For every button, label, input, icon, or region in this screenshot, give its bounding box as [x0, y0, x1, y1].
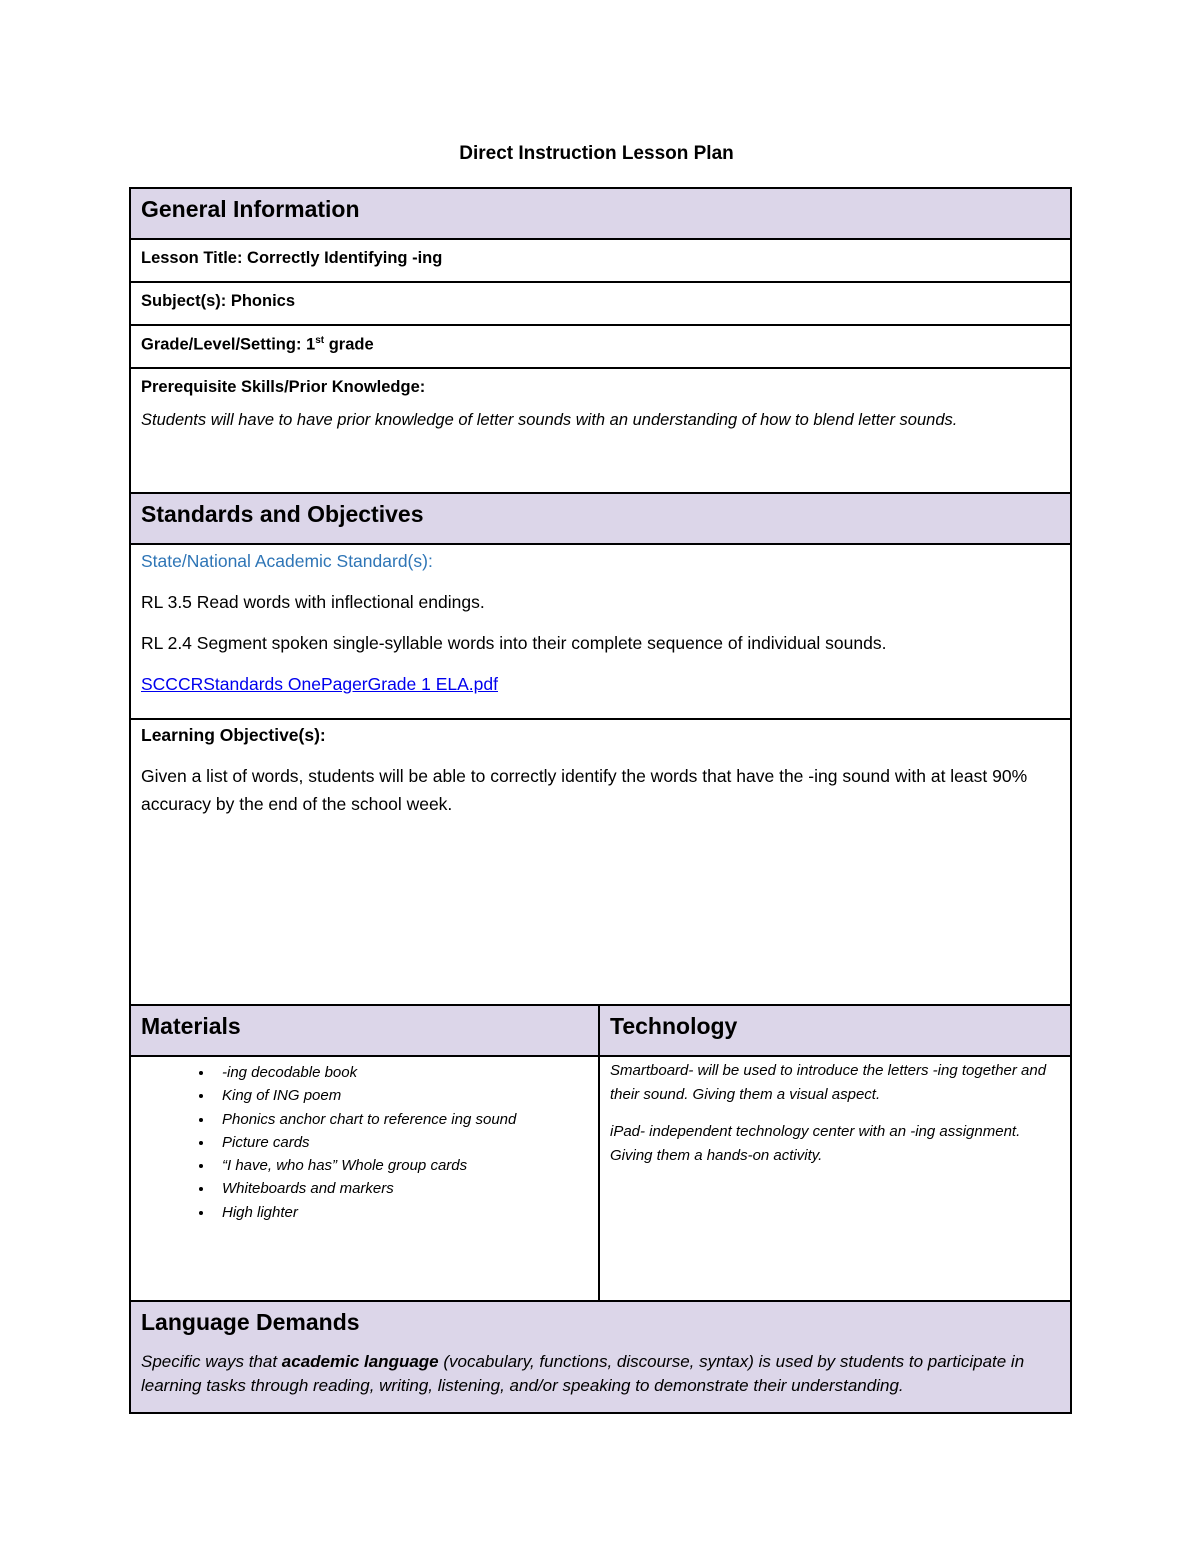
language-demands-text: [141, 1350, 1060, 1398]
language-demands-header: Language Demands: [141, 1309, 360, 1335]
language-text-after: (vocabulary, functions, discourse, syntax) is used by students to participate in learning tasks through reading, writing, listening, and/or speaking to demonstrate their understanding.: [141, 1352, 1025, 1395]
lesson-title: Lesson Title: Correctly Identifying -ing: [130, 239, 1071, 282]
general-info-header: General Information: [130, 188, 1071, 239]
objective-text: Given a list of words, students will be able to correctly identify the words that have the -ing sound with at least 90% accuracy by the end of the school week.: [141, 766, 1028, 814]
document-title: Direct Instruction Lesson Plan: [459, 143, 734, 164]
language-demands-cell: [130, 1301, 1071, 1413]
list-item: • Picture cards: [214, 1131, 588, 1154]
objective-label: Learning Objective(s):: [141, 725, 326, 745]
technology-header: Technology: [599, 1005, 1071, 1056]
grade-level-setting: [130, 325, 1071, 368]
standards-header-row: [130, 493, 1071, 544]
list-item: • “I have, who has” Whole group cards: [214, 1154, 588, 1177]
standards-label: State/National Academic Standard(s):: [141, 551, 433, 571]
prereq-cell: [130, 368, 1071, 493]
prereq-text: Students will have to have prior knowledge of letter sounds with an understanding of how to blend letter sounds.: [141, 411, 958, 429]
grade-superscript: st: [315, 335, 325, 346]
standards-pdf-link[interactable]: SCCCRStandards OnePagerGrade 1 ELA.pdf: [141, 674, 498, 694]
standards-cell: [130, 544, 1071, 719]
language-text-bold: academic language: [281, 1352, 439, 1371]
language-demands-row: [130, 1301, 1071, 1413]
list-item: • King of ING poem: [214, 1084, 588, 1107]
grade-suffix: grade: [324, 335, 374, 354]
subjects-row: [130, 282, 1071, 325]
objectives-cell: [130, 719, 1071, 1005]
standards-row: [130, 544, 1071, 719]
grade-label: Grade/Level/Setting: 1: [141, 335, 316, 354]
prereq-row: [130, 368, 1071, 493]
standard-rl-2-4: RL 2.4 Segment spoken single-syllable words into their complete sequence of individual sounds.: [141, 633, 887, 653]
general-info-header-row: [130, 188, 1071, 239]
subjects: Subject(s): Phonics: [130, 282, 1071, 325]
prereq-label: Prerequisite Skills/Prior Knowledge:: [141, 378, 426, 396]
language-text-before: Specific ways that: [141, 1352, 282, 1371]
list-item: • -ing decodable book: [214, 1061, 588, 1084]
materials-technology-row: [130, 1056, 1071, 1301]
objectives-row: [130, 719, 1071, 1005]
standard-rl-3-5: RL 3.5 Read words with inflectional endings.: [141, 592, 485, 612]
list-item: • High lighter: [214, 1201, 588, 1224]
technology-smartboard: Smartboard- will be used to introduce the letters -ing together and their sound. Giving them a visual aspect.: [610, 1062, 1047, 1103]
lesson-plan-table: [129, 187, 1072, 1414]
materials-technology-header-row: [130, 1005, 1071, 1056]
technology-cell: [599, 1056, 1071, 1301]
technology-text: [610, 1059, 1060, 1168]
materials-cell: [130, 1056, 599, 1301]
standards-header: Standards and Objectives: [130, 493, 1071, 544]
technology-ipad: iPad- independent technology center with an -ing assignment. Giving them a hands-on activity.: [610, 1123, 1021, 1164]
grade-row: [130, 325, 1071, 368]
lesson-title-row: [130, 239, 1071, 282]
list-item: • Phonics anchor chart to reference ing sound: [214, 1108, 588, 1131]
materials-list: [141, 1061, 588, 1224]
list-item: • Whiteboards and markers: [214, 1177, 588, 1200]
materials-header: Materials: [130, 1005, 599, 1056]
